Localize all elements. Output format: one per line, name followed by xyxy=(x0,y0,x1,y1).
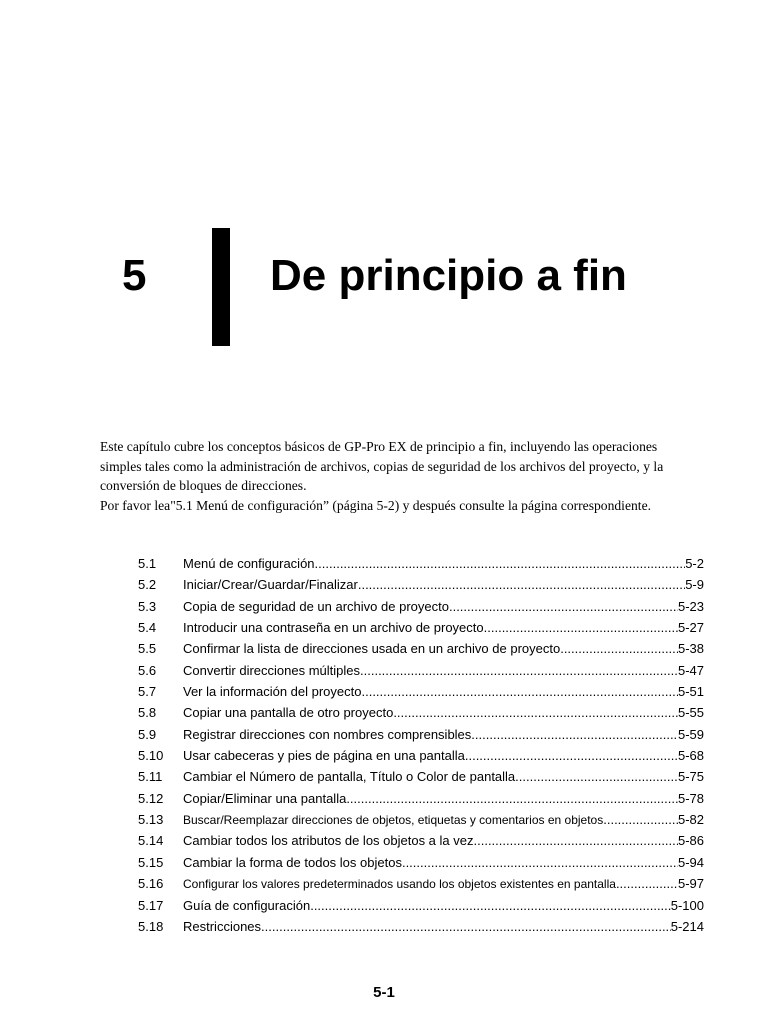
toc-dot-leader xyxy=(449,596,678,617)
toc-entry-page: 5-97 xyxy=(677,876,704,892)
toc-entry-title: Guía de configuración xyxy=(183,897,311,913)
chapter-intro xyxy=(100,437,700,515)
toc-dot-leader xyxy=(310,895,671,916)
toc-entry[interactable] xyxy=(138,596,704,617)
toc-entry-title: Cambiar la forma de todos los objetos xyxy=(183,854,402,870)
toc-entry[interactable] xyxy=(138,873,704,894)
toc-entry-number: 5.5 xyxy=(138,641,157,657)
toc-entry-number: 5.2 xyxy=(138,577,157,593)
toc-dot-leader xyxy=(358,574,685,595)
intro-paragraph: Este capítulo cubre los conceptos básicos de GP-Pro EX de principio a fin, incluyendo las operaciones simples tales como la administración de archivos, copias de seguridad de los archivos del proyecto, y la conversión de bloques de direcciones. xyxy=(100,439,664,493)
toc-entry[interactable] xyxy=(138,702,704,723)
toc-entry-page: 5-75 xyxy=(677,769,704,785)
toc-entry-page: 5-23 xyxy=(677,598,704,614)
toc-entry-page: 5-214 xyxy=(670,918,704,934)
toc-entry-page: 5-82 xyxy=(677,812,704,828)
toc-entry-page: 5-55 xyxy=(677,705,704,721)
toc-entry-number: 5.14 xyxy=(138,833,164,849)
toc-entry[interactable] xyxy=(138,617,704,638)
toc-entry-title: Restricciones xyxy=(183,918,262,934)
toc-entry-number: 5.12 xyxy=(138,790,164,806)
toc-entry-page: 5-27 xyxy=(677,620,704,636)
page-number: 5-1 xyxy=(373,984,395,1001)
toc-entry[interactable] xyxy=(138,745,704,766)
toc-dot-leader xyxy=(603,809,678,830)
toc-entry-number: 5.16 xyxy=(138,876,164,892)
toc-entry-page: 5-38 xyxy=(677,641,704,657)
toc-entry-title: Usar cabeceras y pies de página en una pantalla xyxy=(183,748,465,764)
toc-entry-title: Cambiar todos los atributos de los objetos a la vez xyxy=(183,833,474,849)
toc-entry-page: 5-47 xyxy=(677,662,704,678)
toc-entry[interactable] xyxy=(138,788,704,809)
toc-entry-page: 5-9 xyxy=(685,577,704,593)
toc-entry-title: Registrar direcciones con nombres comprensibles xyxy=(183,726,472,742)
toc-dot-leader xyxy=(560,638,678,659)
toc-entry-page: 5-68 xyxy=(677,748,704,764)
toc-entry-page: 5-2 xyxy=(685,556,704,571)
toc-entry[interactable] xyxy=(138,809,704,830)
toc-entry-title: Menú de configuración xyxy=(183,556,315,571)
toc-dot-leader xyxy=(484,617,678,638)
toc-dot-leader xyxy=(465,745,678,766)
toc-entry-number: 5.4 xyxy=(138,620,157,636)
toc-entry-number: 5.15 xyxy=(138,854,164,870)
toc-entry-title: Copiar una pantalla de otro proyecto xyxy=(183,705,394,721)
chapter-number: 5 xyxy=(122,251,147,300)
toc-entry-title: Copiar/Eliminar una pantalla xyxy=(183,790,347,806)
toc-entry[interactable] xyxy=(138,660,704,681)
toc-entry[interactable] xyxy=(138,830,704,851)
chapter-divider-bar xyxy=(212,228,230,346)
toc-entry-title: Ver la información del proyecto xyxy=(183,684,362,700)
toc-dot-leader xyxy=(315,553,686,574)
toc-dot-leader xyxy=(402,852,678,873)
toc-dot-leader xyxy=(361,681,677,702)
toc-dot-leader xyxy=(393,702,678,723)
toc-entry[interactable] xyxy=(138,724,704,745)
toc-entry-title: Cambiar el Número de pantalla, Título o Color de pantalla xyxy=(183,769,516,785)
chapter-title: De principio a fin xyxy=(270,251,627,300)
toc-entry-title: Convertir direcciones múltiples xyxy=(183,662,361,678)
toc-dot-leader xyxy=(261,916,671,937)
toc-entry[interactable] xyxy=(138,766,704,787)
toc-entry-title: Iniciar/Crear/Guardar/Finalizar xyxy=(183,577,358,593)
toc-entry-page: 5-78 xyxy=(677,790,704,806)
intro-paragraph: Por favor lea"5.1 Menú de configuración” (página 5-2) y después consulte la página correspondiente. xyxy=(100,497,651,513)
toc-dot-leader xyxy=(515,766,678,787)
toc-dot-leader xyxy=(474,830,678,851)
toc-entry[interactable] xyxy=(138,916,704,937)
toc-entry-number: 5.9 xyxy=(138,726,157,742)
toc-dot-leader xyxy=(346,788,678,809)
toc-entry-number: 5.7 xyxy=(138,684,157,700)
toc-entry-title: Buscar/Reemplazar direcciones de objetos, etiquetas y comentarios en objetos xyxy=(183,813,604,828)
toc-entry[interactable] xyxy=(138,553,704,574)
toc-entry-number: 5.13 xyxy=(138,812,164,828)
toc-entry-page: 5-94 xyxy=(677,854,704,870)
toc-dot-leader xyxy=(471,724,678,745)
toc-entry-page: 5-51 xyxy=(677,684,704,700)
toc-entry-title: Configurar los valores predeterminados usando los objetos existentes en pantalla xyxy=(183,877,616,892)
toc-entry-page: 5-100 xyxy=(670,897,704,913)
toc-entry-number: 5.6 xyxy=(138,662,157,678)
toc-entry-number: 5.11 xyxy=(138,769,163,785)
toc-entry[interactable] xyxy=(138,574,704,595)
toc-entry-title: Introducir una contraseña en un archivo de proyecto xyxy=(183,620,484,636)
toc-entry-number: 5.17 xyxy=(138,897,164,913)
toc-entry[interactable] xyxy=(138,638,704,659)
table-of-contents xyxy=(138,553,704,937)
toc-entry-number: 5.8 xyxy=(138,705,157,721)
toc-entry-number: 5.3 xyxy=(138,598,157,614)
toc-entry[interactable] xyxy=(138,681,704,702)
toc-entry[interactable] xyxy=(138,895,704,916)
toc-entry[interactable] xyxy=(138,852,704,873)
toc-entry-title: Confirmar la lista de direcciones usada en un archivo de proyecto xyxy=(183,641,561,657)
toc-entry-title: Copia de seguridad de un archivo de proyecto xyxy=(183,598,449,614)
toc-entry-number: 5.18 xyxy=(138,918,164,934)
toc-entry-number: 5.10 xyxy=(138,748,164,764)
toc-entry-page: 5-59 xyxy=(677,726,704,742)
toc-dot-leader xyxy=(616,873,678,894)
toc-entry-number: 5.1 xyxy=(138,556,157,571)
toc-dot-leader xyxy=(360,660,678,681)
toc-entry-page: 5-86 xyxy=(677,833,704,849)
